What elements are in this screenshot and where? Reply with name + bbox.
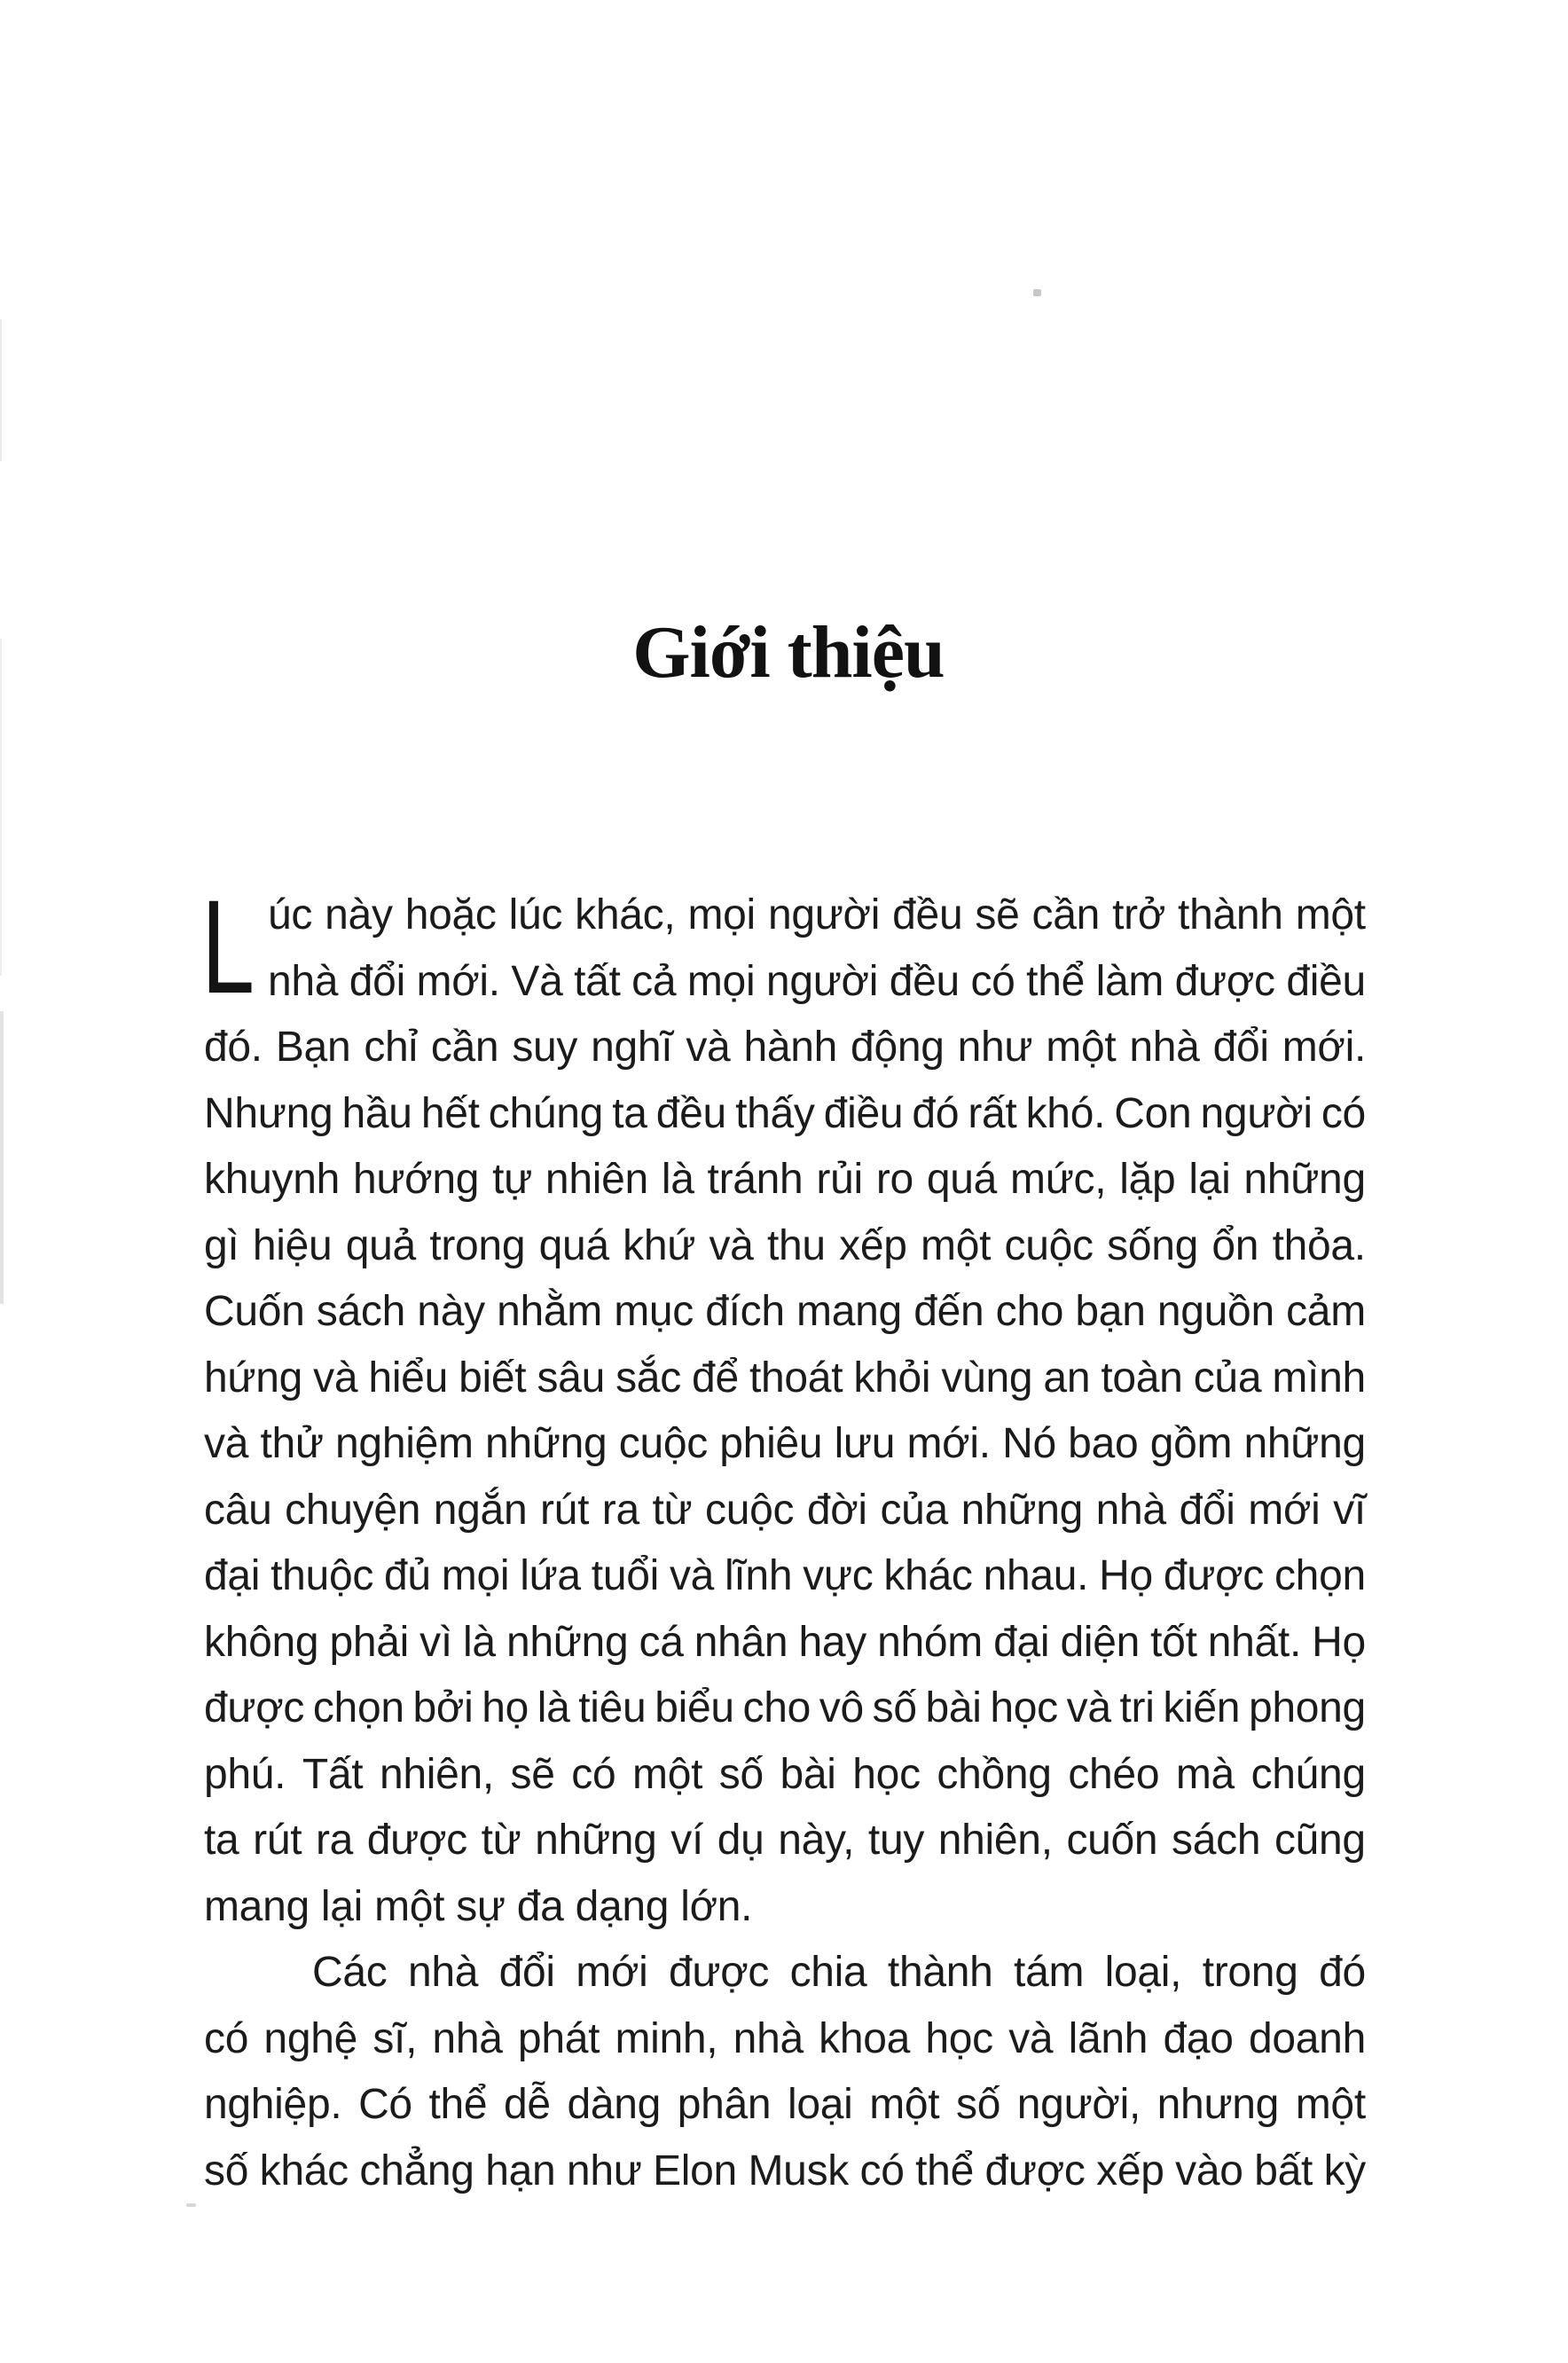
- word: là: [661, 1156, 694, 1203]
- word: thể: [428, 2081, 488, 2128]
- word: nhiên,: [937, 1817, 1053, 1864]
- word: thành: [1178, 891, 1283, 938]
- word: lứa: [520, 1552, 581, 1599]
- word: trong: [1202, 1949, 1298, 1996]
- word: chỉ: [364, 1024, 418, 1071]
- word: hứng: [204, 1354, 303, 1401]
- word: những: [535, 1817, 657, 1864]
- word: nhà: [432, 2014, 503, 2062]
- word: thấy: [735, 1089, 815, 1137]
- word: học: [990, 1684, 1058, 1731]
- word: sách: [316, 1288, 406, 1335]
- word: nghĩ: [591, 1024, 673, 1071]
- word: đời: [806, 1486, 867, 1534]
- word: rủi: [816, 1156, 863, 1203]
- text-line: mang lại một sự đa dạng lớn.: [204, 1882, 753, 1930]
- word: Bạn: [275, 1024, 351, 1071]
- word: lúc: [508, 891, 563, 938]
- word: của: [1193, 1354, 1262, 1401]
- word: câu: [204, 1486, 272, 1534]
- word: lại: [1188, 1156, 1231, 1203]
- word: phiêu: [719, 1420, 823, 1467]
- word: đổi: [349, 957, 405, 1005]
- word: Họ: [1312, 1618, 1366, 1666]
- text-line: [268, 883, 1366, 949]
- word: họ: [482, 1684, 529, 1731]
- word: là: [537, 1684, 570, 1731]
- word: đều: [892, 891, 963, 938]
- word: đại: [204, 1552, 261, 1599]
- word: phong: [1248, 1684, 1366, 1731]
- word: hết: [420, 1089, 480, 1137]
- word: tự: [492, 1156, 532, 1203]
- word: được: [366, 1817, 467, 1864]
- word: vì: [419, 1618, 452, 1666]
- word: chồng: [937, 1750, 1052, 1798]
- word: hướng: [352, 1156, 480, 1203]
- word: tốt: [1150, 1618, 1197, 1666]
- scan-edge-artifact: [0, 639, 2, 976]
- word: đó: [912, 1089, 960, 1137]
- word: Nó: [1002, 1420, 1056, 1467]
- word: tiêu: [578, 1684, 647, 1731]
- word: kỳ: [1323, 2147, 1366, 2194]
- word: những: [960, 1486, 1083, 1534]
- word: chéo: [1068, 1750, 1160, 1798]
- word: của: [880, 1486, 948, 1534]
- word: số: [718, 1750, 764, 1798]
- word: Cuốn: [204, 1288, 305, 1335]
- word: chia: [789, 1949, 867, 1996]
- word: vào: [1175, 2147, 1243, 2194]
- word: điều: [823, 1089, 904, 1137]
- word: dàng: [567, 2081, 662, 2128]
- word: quá: [538, 1221, 609, 1269]
- text-line: [204, 1478, 1366, 1544]
- word: này: [325, 891, 393, 938]
- word: nhau.: [983, 1552, 1089, 1599]
- scan-edge-artifact: [0, 319, 2, 461]
- word: nghiệp.: [204, 2081, 342, 2128]
- word: phát: [517, 2014, 600, 2062]
- word: cuộc: [705, 1486, 795, 1534]
- word: thể: [1026, 957, 1085, 1005]
- word: số: [204, 2147, 249, 2194]
- word: có: [1321, 1089, 1366, 1137]
- word: cần: [1031, 891, 1101, 938]
- word: khác: [883, 1552, 973, 1599]
- word: Và: [511, 957, 563, 1005]
- text-line: [204, 1279, 1366, 1346]
- word: nghệ: [263, 2014, 358, 2062]
- word: mà: [1175, 1750, 1235, 1798]
- word: đều: [655, 1089, 726, 1137]
- word: bài: [925, 1684, 982, 1731]
- word: người: [767, 891, 881, 938]
- word: một: [1295, 891, 1366, 938]
- word: bao: [1068, 1420, 1139, 1467]
- word: điều: [1286, 957, 1366, 1005]
- word: được: [1174, 957, 1275, 1005]
- word: ra: [315, 1817, 354, 1864]
- word: nhằm: [497, 1288, 602, 1335]
- word: người: [765, 957, 879, 1005]
- word: suy: [512, 1024, 578, 1071]
- word: cần: [430, 1024, 499, 1071]
- word: đều: [889, 957, 960, 1005]
- text-line: [204, 1610, 1366, 1676]
- word: nhất.: [1207, 1618, 1302, 1666]
- text-line: [204, 2072, 1366, 2139]
- word: như: [566, 2147, 642, 2194]
- word: ro: [875, 1156, 913, 1203]
- word: Musk: [748, 2147, 849, 2194]
- word: những: [1243, 1420, 1366, 1467]
- word: ta: [612, 1089, 647, 1137]
- text-line: [204, 1081, 1366, 1148]
- word: thu: [766, 1221, 826, 1269]
- word: nhà: [407, 1949, 479, 1996]
- word: rút: [253, 1817, 302, 1864]
- word: đổi: [1212, 1024, 1269, 1071]
- word: được: [204, 1684, 305, 1731]
- word: bởi: [412, 1684, 474, 1731]
- word: cảm: [1286, 1288, 1366, 1335]
- word: có: [859, 2147, 905, 2194]
- word: và: [686, 1024, 731, 1071]
- word: và: [204, 1420, 249, 1467]
- word: đạo: [1163, 2014, 1234, 2062]
- word: có: [204, 2014, 249, 2062]
- word: có: [970, 957, 1015, 1005]
- word: này: [417, 1288, 485, 1335]
- word: thuộc: [270, 1552, 374, 1599]
- word: không: [204, 1618, 319, 1666]
- word: chúng: [1250, 1750, 1366, 1798]
- word: lãnh: [1068, 2014, 1149, 2062]
- scan-edge-artifact: [0, 1011, 4, 1304]
- word: mọi: [441, 1552, 510, 1599]
- word: đổi: [498, 1949, 555, 1996]
- word: đến: [913, 1288, 984, 1335]
- word: phú.: [204, 1750, 286, 1798]
- word: khác: [259, 2147, 349, 2194]
- word: đại: [993, 1618, 1050, 1666]
- word: tuổi: [591, 1552, 659, 1599]
- word: dụ: [717, 1817, 764, 1864]
- word: trở: [1112, 891, 1165, 938]
- word: lưu: [834, 1420, 896, 1467]
- word: sẽ: [510, 1750, 555, 1798]
- word: được: [1163, 1552, 1265, 1599]
- word: trong: [429, 1221, 526, 1269]
- word: và: [1066, 1684, 1111, 1731]
- word: sắc: [615, 1354, 681, 1401]
- word: một: [632, 1750, 703, 1798]
- word: hay: [798, 1618, 866, 1666]
- text-line: [312, 1940, 1366, 2006]
- word: cũng: [1274, 1817, 1366, 1864]
- text-line: [204, 1543, 1366, 1610]
- word: nhiên,: [379, 1750, 494, 1798]
- word: mức,: [1010, 1156, 1107, 1203]
- word: dễ: [504, 2081, 551, 2128]
- word: quả: [345, 1221, 416, 1269]
- word: ngắn: [433, 1486, 528, 1534]
- word: tránh: [707, 1156, 804, 1203]
- word: chuyện: [285, 1486, 421, 1534]
- word: mới.: [416, 957, 500, 1005]
- word: sống: [1107, 1221, 1199, 1269]
- word: mọi: [686, 957, 756, 1005]
- word: thỏa.: [1272, 1221, 1366, 1269]
- word: Các: [312, 1949, 388, 1996]
- word: chọn: [1274, 1552, 1366, 1599]
- word: số: [956, 2081, 1001, 2128]
- word: đó.: [204, 1024, 263, 1071]
- word: quá: [926, 1156, 998, 1203]
- word: gồm: [1149, 1420, 1233, 1467]
- word: nhân: [694, 1618, 788, 1666]
- word: vùng: [941, 1354, 1033, 1401]
- word: mới.: [1282, 1024, 1366, 1071]
- word: sách: [1172, 1817, 1261, 1864]
- word: phải: [329, 1618, 409, 1666]
- word: sâu: [537, 1354, 605, 1401]
- word: thể: [915, 2147, 974, 2194]
- text-line: [204, 1411, 1366, 1478]
- word: lặp: [1119, 1156, 1176, 1203]
- word: hầu: [341, 1089, 412, 1137]
- word: ta: [204, 1817, 239, 1864]
- word: mới: [1248, 1486, 1321, 1534]
- word: được: [984, 2147, 1086, 2194]
- word: khác,: [575, 891, 676, 938]
- word: nghiệm: [335, 1420, 474, 1467]
- word: từ: [652, 1486, 693, 1534]
- word: mình: [1272, 1354, 1366, 1401]
- word: một: [921, 1221, 992, 1269]
- word: một: [869, 2081, 940, 2128]
- word: toàn: [1101, 1354, 1183, 1401]
- word: chọn: [312, 1684, 404, 1731]
- word: được: [668, 1949, 770, 1996]
- word: khuynh: [204, 1156, 340, 1203]
- word: mọi: [687, 891, 756, 938]
- word: tất: [574, 957, 621, 1005]
- word: cuốn: [1066, 1817, 1158, 1864]
- word: thành: [887, 1949, 993, 1996]
- word: xếp: [1096, 2147, 1164, 2194]
- word: và: [709, 1221, 754, 1269]
- word: ra: [601, 1486, 639, 1534]
- word: Elon: [653, 2147, 737, 2194]
- word: này,: [778, 1817, 855, 1864]
- word: rất: [968, 1089, 1017, 1137]
- word: số: [872, 1684, 917, 1731]
- word: sĩ,: [372, 2014, 418, 2062]
- text-line: [204, 1147, 1366, 1213]
- word: và: [669, 1552, 715, 1599]
- word: hành: [743, 1024, 838, 1071]
- word: đủ: [384, 1552, 431, 1599]
- word: và: [313, 1354, 358, 1401]
- word: hạn: [485, 2147, 556, 2194]
- word: chúng: [488, 1089, 604, 1137]
- word: là: [463, 1618, 496, 1666]
- word: khỏi: [853, 1354, 931, 1401]
- word: biểu: [655, 1684, 734, 1731]
- word: nhà: [733, 2014, 804, 2062]
- word: đích: [705, 1288, 785, 1335]
- scan-speck: [1033, 289, 1041, 296]
- word: minh,: [615, 2014, 718, 2062]
- word: gì: [204, 1221, 239, 1269]
- text-line: [204, 1015, 1366, 1081]
- word: học: [925, 2014, 993, 2062]
- word: hiểu: [368, 1354, 448, 1401]
- word: đổi: [1179, 1486, 1235, 1534]
- word: hiệu: [252, 1221, 333, 1269]
- word: úc: [268, 891, 313, 938]
- word: khó.: [1025, 1089, 1106, 1137]
- word: có: [571, 1750, 616, 1798]
- word: một: [1295, 2081, 1366, 2128]
- word: để: [692, 1354, 739, 1401]
- word: biết: [459, 1354, 527, 1401]
- word: từ: [481, 1817, 521, 1864]
- word: cả: [631, 957, 677, 1005]
- word: Có: [358, 2081, 412, 2128]
- text-line: [204, 2006, 1366, 2073]
- word: bất: [1254, 2147, 1313, 2194]
- word: mới.: [906, 1420, 991, 1467]
- word: những: [485, 1420, 608, 1467]
- word: kiến: [1163, 1684, 1241, 1731]
- word: cuộc: [618, 1420, 708, 1467]
- word: vĩ: [1333, 1486, 1366, 1534]
- word: tri: [1119, 1684, 1155, 1731]
- text-line: [204, 1742, 1366, 1809]
- word: lĩnh: [725, 1552, 793, 1599]
- word: một: [1046, 1024, 1117, 1071]
- word: cuộc: [1004, 1221, 1094, 1269]
- body-text: [204, 883, 1366, 2204]
- word: an: [1043, 1354, 1091, 1401]
- word: vực: [803, 1552, 874, 1599]
- word: mới: [576, 1949, 648, 1996]
- word: như: [957, 1024, 1033, 1071]
- word: Tất: [302, 1750, 364, 1798]
- word: phân: [677, 2081, 772, 2128]
- word: loại: [788, 2081, 853, 2128]
- word: Họ: [1099, 1552, 1153, 1599]
- word: nhà: [1095, 1486, 1166, 1534]
- word: cho: [742, 1684, 811, 1731]
- word: cá: [639, 1618, 684, 1666]
- word: những: [1243, 1156, 1366, 1203]
- word: nhóm: [877, 1618, 983, 1666]
- word: người,: [1016, 2081, 1141, 2128]
- drop-cap-letter: L: [201, 872, 255, 1021]
- word: khứ: [623, 1221, 696, 1269]
- text-line: [268, 949, 1366, 1016]
- word: động: [851, 1024, 945, 1071]
- word: ví: [670, 1817, 704, 1864]
- word: người: [1200, 1089, 1313, 1137]
- word: ổn: [1211, 1221, 1259, 1269]
- text-line: [204, 2139, 1366, 2205]
- word: Con: [1114, 1089, 1192, 1137]
- text-line: [204, 1676, 1366, 1742]
- word: mục: [614, 1288, 694, 1335]
- word: diện: [1060, 1618, 1140, 1666]
- word: nguồn: [1156, 1288, 1274, 1335]
- word: hoặc: [404, 891, 497, 938]
- word: tuy: [867, 1817, 925, 1864]
- word: Nhưng: [204, 1089, 333, 1137]
- word: bài: [780, 1750, 836, 1798]
- word: xếp: [839, 1221, 907, 1269]
- word: loại,: [1104, 1949, 1182, 1996]
- word: những: [506, 1618, 629, 1666]
- word: thoát: [749, 1354, 843, 1401]
- word: và: [1008, 2014, 1054, 2062]
- word: vô: [819, 1684, 864, 1731]
- word: cho: [995, 1288, 1064, 1335]
- word: nhà: [268, 957, 339, 1005]
- page-title: Giới thiệu: [632, 611, 945, 694]
- text-line: [204, 1213, 1366, 1280]
- word: nhà: [1129, 1024, 1200, 1071]
- scan-speck: [186, 2203, 196, 2207]
- word: doanh: [1248, 2014, 1366, 2062]
- word: học: [852, 1750, 921, 1798]
- word: tám: [1014, 1949, 1085, 1996]
- word: khoa: [819, 2014, 911, 2062]
- word: sẽ: [975, 891, 1020, 938]
- word: rút: [540, 1486, 590, 1534]
- word: thử: [260, 1420, 324, 1467]
- word: bạn: [1075, 1288, 1146, 1335]
- word: đó: [1319, 1949, 1366, 1996]
- word: nhưng: [1156, 2081, 1280, 2128]
- word: làm: [1095, 957, 1164, 1005]
- word: chẳng: [359, 2147, 474, 2194]
- word: mang: [796, 1288, 902, 1335]
- text-line: [204, 1346, 1366, 1412]
- text-line: [204, 1808, 1366, 1874]
- word: nhiên: [545, 1156, 648, 1203]
